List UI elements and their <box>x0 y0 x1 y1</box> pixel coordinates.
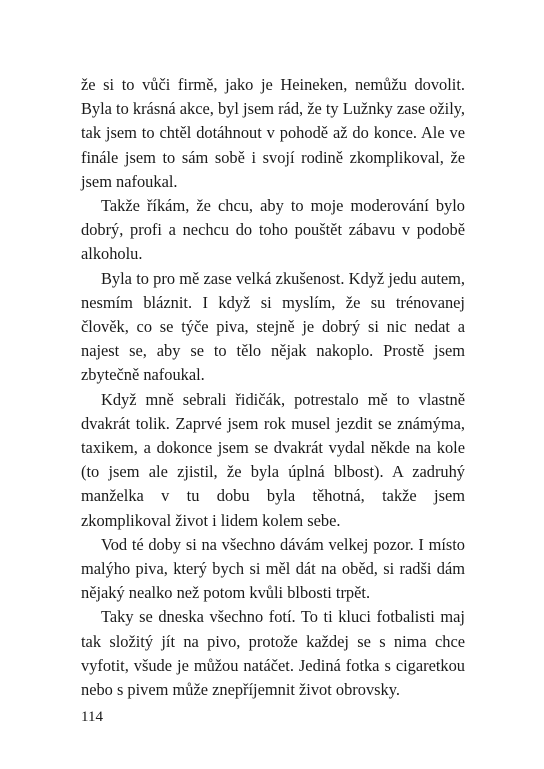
page-body <box>81 73 465 702</box>
paragraph-3: Byla to pro mě zase velká zkušenost. Když jedu autem, nesmím bláznit. I když si myslím, že su trénovanej člověk, co se týče piva, stejně je dobrý si nic nedat a najest se, aby se to tělo nějak nakoplo. Prostě jsem zbytečně nafoukal. <box>81 268 465 385</box>
page-number: 114 <box>81 709 103 725</box>
paragraph-4: Když mně sebrali řidičák, potrestalo mě to vlastně dvakrát tolik. Zaprvé jsem rok musel jezdit se známýma, taxikem, a dokonce jsem se dvakrát vydal někde na kole (to jsem ale zjistil, že byla úplná blbost). A zadruhý manželka v tu dobu byla těhotná, takže jsem zkomplikoval život i lidem kolem sebe. <box>81 389 465 530</box>
paragraph-1: že si to vůči firmě, jako je Heineken, nemůžu dovolit. Byla to krásná akce, byl jsem rád, že ty Lužnky zase ožily, tak jsem to chtěl dotáhnout v pohodě až do konce. Ale ve finále jsem to sám sobě i svojí rodině zkomplikoval, že jsem nafoukal. <box>81 75 465 191</box>
paragraph-6: Taky se dneska všechno fotí. To ti kluci fotbalisti maj tak složitý jít na pivo, protože každej se s nima chce vyfotit, všude je můžou natáčet. Jediná fotka s cigaretkou nebo s pivem může znepříjemnit život obrovsky. <box>81 607 465 700</box>
paragraph-2: Takže říkám, že chcu, aby to moje moderování bylo dobrý, profi a nechcu do toho pouštět zábavu v podobě alkoholu. <box>81 196 465 264</box>
paragraph-5: Vod té doby si na všechno dávám velkej pozor. I místo malýho piva, který bych si měl dát na oběd, si radši dám nějaký nealko než potom kvůli blbosti trpět. <box>81 534 465 603</box>
